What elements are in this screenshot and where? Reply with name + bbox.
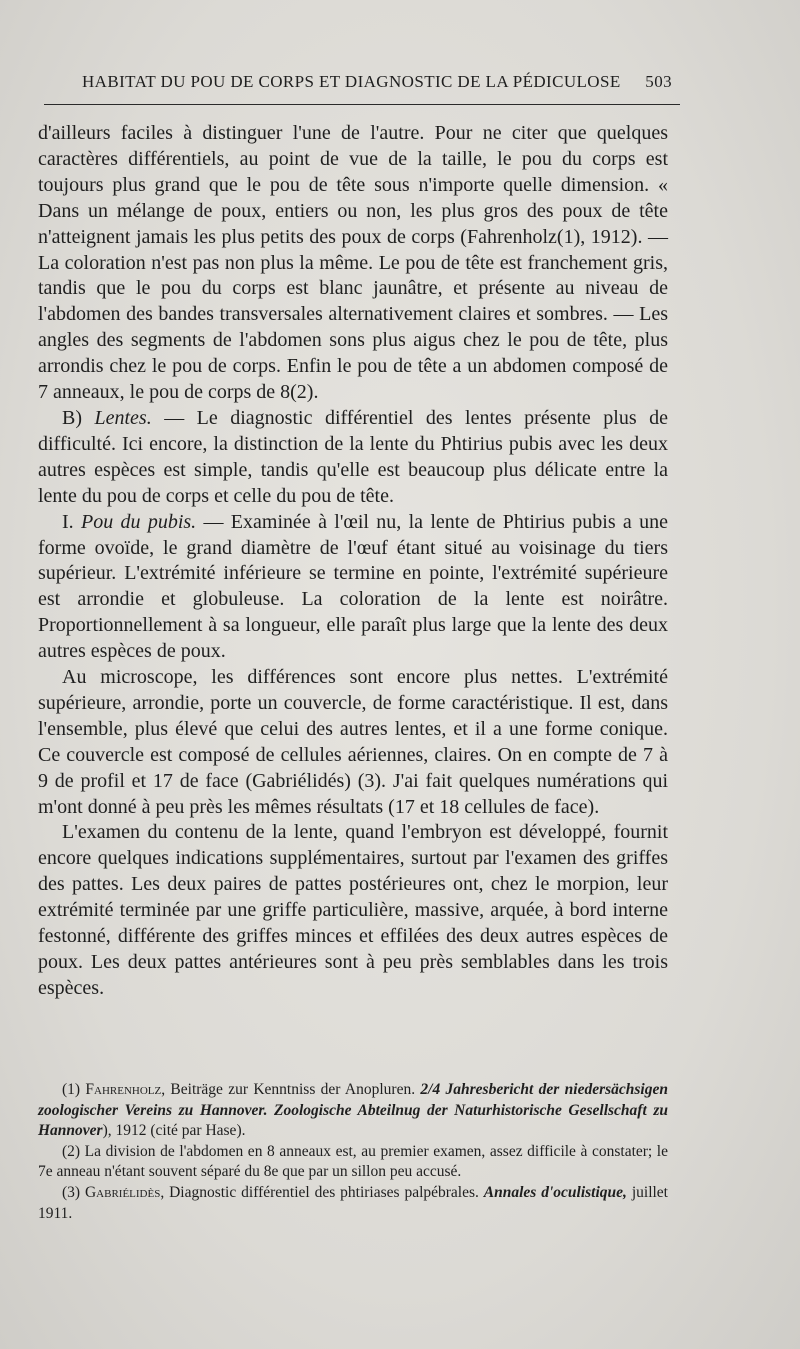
footnote-1	[38, 1080, 668, 1142]
running-header	[82, 72, 672, 92]
section-label-i: I.	[62, 510, 81, 533]
section-heading-pou-pubis: Pou du pubis.	[80, 510, 197, 533]
paragraph-lentes	[38, 406, 668, 510]
page-number: 503	[645, 72, 672, 91]
paragraph-pou-pubis-text: — Examinée à l'œil nu, la lente de Phtirius pubis a une forme ovoïde, le grand diamètre de l'œuf étant situé au voisinage du tiers supérieur. L'extrémité inférieure se termine en pointe, l'extrémité supérieure est arrondie et globuleuse. La coloration de la lente est noirâtre. Proportionnellement à sa longueur, elle paraît plus large que la lente des deux autres espèces de poux.	[38, 510, 668, 663]
footnote-3-author: Gabriélidès	[84, 1183, 161, 1201]
footnote-1-text: , Beiträge zur Kenntniss der Anopluren.	[161, 1081, 421, 1098]
footnote-3-end: juillet 1911.	[38, 1183, 668, 1222]
paragraph-microscope: Au microscope, les différences sont encore plus nettes. L'extrémité supérieure, arrondie, porte un couvercle, de forme caractéristique. Il est, dans l'ensemble, plus élevé que celui des autres lentes, et il a une forme conique. Ce couvercle est composé de cellules aériennes, claires. On en compte de 7 à 9 de profil et 17 de face (Gabriélidés) (3). J'ai fait quelques numérations qui m'ont donné à peu près les mêmes résultats (17 et 18 cellules de face).	[38, 666, 668, 818]
footnote-2: (2) La division de l'abdomen en 8 anneaux est, au premier examen, assez difficile à constater; le 7e anneau n'étant souvent séparé du 8e que par un sillon peu accusé.	[38, 1142, 668, 1181]
paragraph-continuation: d'ailleurs faciles à distinguer l'une de l'autre. Pour ne citer que quelques caractères différentiels, au point de vue de la taille, le pou du corps est toujours plus grand que le pou de tête sous n'importe quelle dimension. « Dans un mélange de poux, entiers ou non, les plus gros des poux de tête n'atteignent jamais les plus petits des poux de corps (Fahrenholz(1), 1912). — La coloration n'est pas non plus la même. Le pou de tête est franchement gris, tandis que le pou du corps est blanc jaunâtre, et présente au niveau de l'abdomen des bandes transversales alternativement claires et sombres. — Les angles des segments de l'abdomen sons plus aigus chez le pou de tête, plus arrondis chez le pou de corps. Enfin le pou de tête a un abdomen composé de 7 anneaux, le pou de corps de 8(2).	[38, 122, 668, 404]
footnote-3-journal: Annales d'oculistique,	[483, 1183, 627, 1201]
section-heading-lentes: Lentes.	[94, 406, 152, 429]
footnotes	[38, 1080, 668, 1224]
running-title: HABITAT DU POU DE CORPS ET DIAGNOSTIC DE LA PÉDICULOSE	[82, 72, 621, 91]
main-text	[38, 121, 668, 1002]
footnote-3	[38, 1183, 668, 1224]
section-label-b: B)	[62, 406, 95, 429]
footnote-3-text: , Diagnostic différentiel des phtiriases palpébrales.	[160, 1183, 484, 1201]
paragraph-pou-pubis	[38, 510, 668, 665]
footnote-1-end: ), 1912 (cité par Hase).	[102, 1122, 246, 1140]
paragraph-embryon: L'examen du contenu de la lente, quand l'embryon est développé, fournit encore quelques indications supplémentaires, surtout par l'examen des griffes des pattes. Les deux paires de pattes postérieures ont, chez le morpion, leur extrémité terminée par une griffe particulière, massive, arquée, à bord interne festonné, différente des griffes minces et effilées des deux autres espèces de poux. Les deux pattes antérieures sont à peu près semblables dans les trois espèces.	[38, 821, 668, 999]
paragraph-lentes-text: — Le diagnostic différentiel des lentes présente plus de difficulté. Ici encore, la distinction de la lente du Phtirius pubis avec les deux autres espèces est simple, tandis qu'elle est beaucoup plus délicate entre la lente du pou de corps et celle du pou de tête.	[38, 406, 668, 507]
footnote-1-author: Fahrenholz	[85, 1081, 162, 1098]
footnote-1-number: (1)	[62, 1081, 86, 1098]
footnote-3-number: (3)	[62, 1183, 85, 1201]
header-rule	[44, 104, 680, 105]
footnote-1-journal: 2/4 Jahresbericht der niedersächsigen zoologischer Vereins zu Hannover. Zoologische Abteilnug der Naturhistorische Gesellschaft zu Hannover	[38, 1081, 668, 1140]
